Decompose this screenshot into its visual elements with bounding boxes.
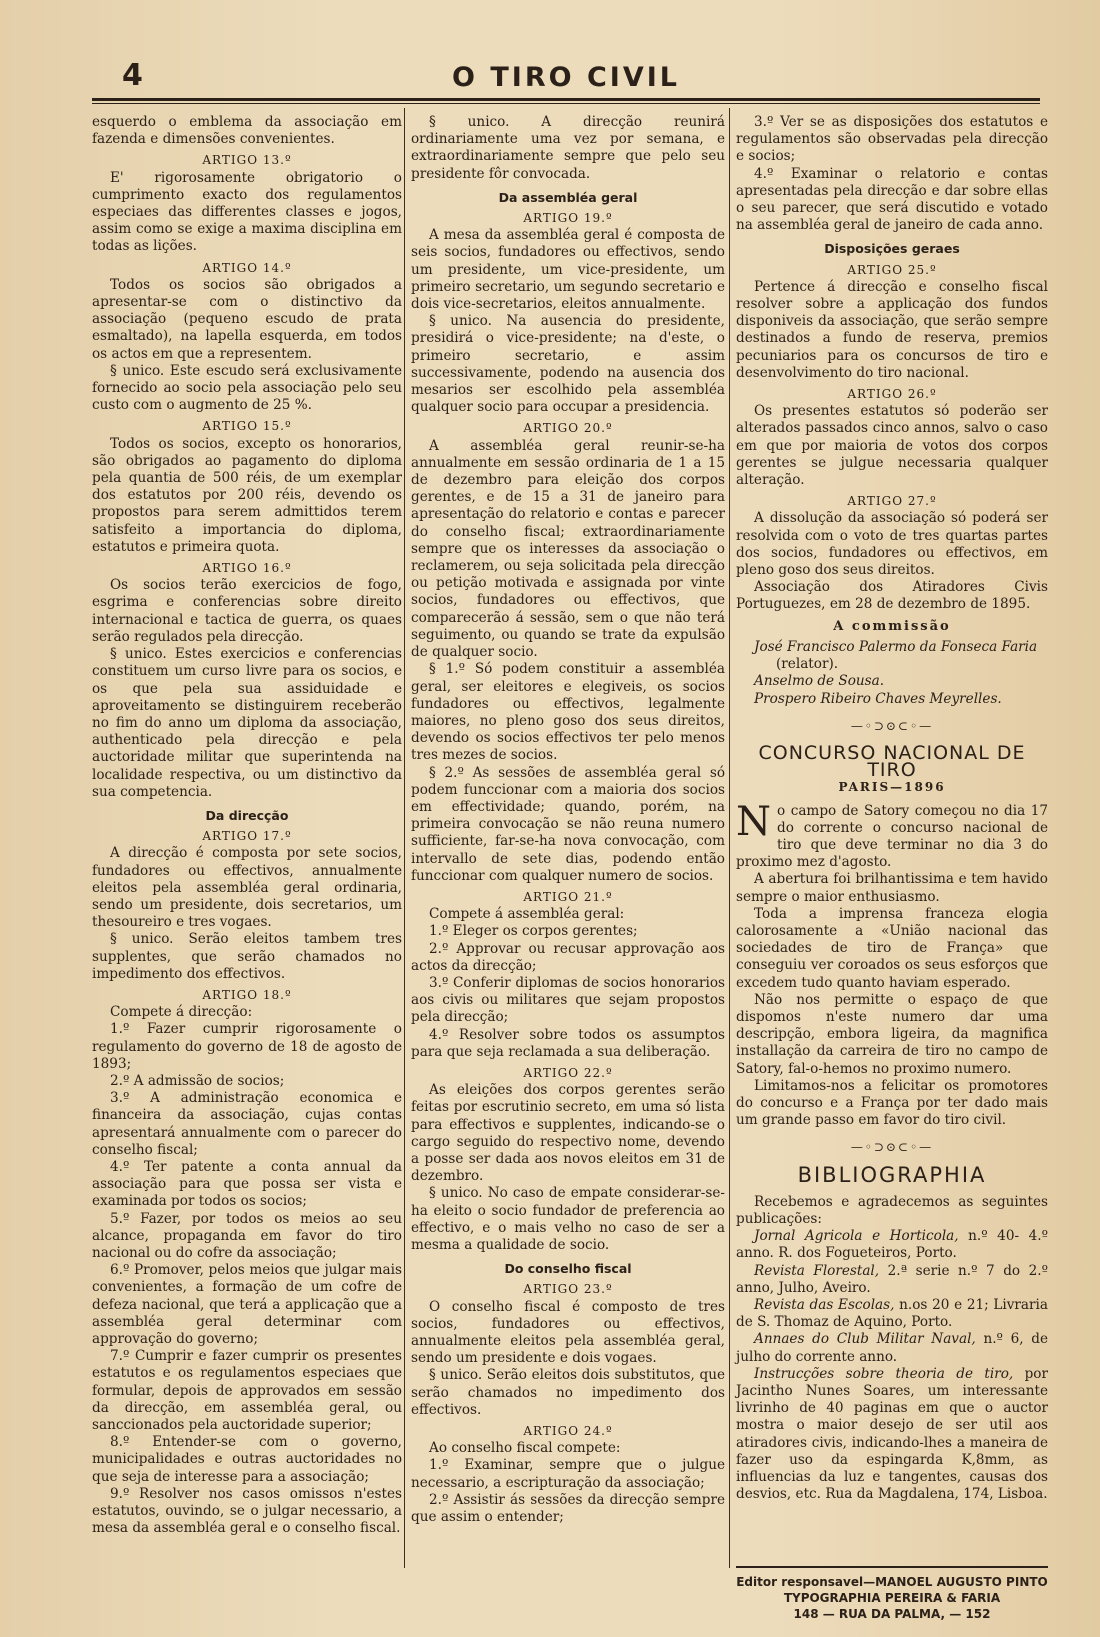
- article-heading: ARTIGO 14.º: [202, 260, 292, 275]
- publication-detail: n.º 6, de julho do corrente anno.: [736, 1331, 1048, 1365]
- imprint-address: 148 — RUA DA PALMA, — 152: [793, 1607, 991, 1621]
- publication-detail: n.º 40- 4.º anno. R. dos Fogueteiros, Porto.: [736, 1228, 1048, 1262]
- paragraph: § 1.º Só podem constituir a assembléa geral, ser eleitores e elegiveis, os socios fundadores ou effectivos, legalmente maiores, no pleno goso dos seus direitos, devendo os socios effectivos ter pelo menos tres mezes de socios.: [411, 661, 725, 764]
- article-subtitle: PARIS—1896: [838, 780, 946, 795]
- page-header: [92, 58, 1040, 92]
- article-heading: ARTIGO 22.º: [523, 1065, 613, 1080]
- paragraph: [736, 798, 1048, 872]
- list-item: 5.º Fazer, por todos os meios ao seu alcance, propaganda em favor do tiro nacional ou do cofre da associação;: [92, 1210, 402, 1261]
- paragraph: Todos os socios, excepto os honorarios, são obrigados ao pagamento do diploma pela quantia de 500 réis, de um exemplar dos estatutos por 200 réis, devendo os propostos para serem admittidos terem satisfeito a importancia do diploma, estatutos e primeira quota.: [92, 435, 402, 555]
- list-item: 9.º Resolver nos casos omissos n'estes estatutos, ouvindo, se o julgar necessario, a mesa da assembléa geral e o conselho fiscal.: [92, 1485, 402, 1537]
- signature-role: (relator).: [776, 656, 839, 673]
- column-1: [92, 114, 402, 1537]
- article-heading: ARTIGO 27.º: [847, 494, 937, 509]
- article-heading: ARTIGO 19.º: [523, 211, 613, 226]
- paragraph: Não nos permitte o espaço de que dispomos n'este numero dar uma descripção, embora ligeira, da magnifica installação da carreira de tiro no campo de Satory, fal-o-hemos no proximo numero.: [736, 991, 1048, 1077]
- list-item: 6.º Promover, pelos meios que julgar mais convenientes, a formação de um cofre de defeza nacional, que terá a applicação que a assembléa geral determinar com approvação do governo;: [92, 1262, 402, 1348]
- publication-title: Annaes do Club Militar Naval,: [754, 1331, 976, 1348]
- imprint-editor: Editor responsavel—MANOEL AUGUSTO PINTO: [736, 1575, 1048, 1589]
- paragraph: Os socios terão exercicios de fogo, esgrima e conferencias sobre direito internacional e tactica de guerra, os quaes serão regulados pela direcção.: [92, 577, 402, 645]
- paragraph: § unico. Este escudo será exclusivamente fornecido ao socio pela associação pelo seu custo com o augmento de 25 %.: [92, 362, 402, 414]
- list-item: 3.º A administração economica e financeira da associação, cujas contas apresentará annualmente com o parecer do conselho fiscal;: [92, 1090, 402, 1158]
- signature-line: Anselmo de Sousa.: [754, 673, 885, 690]
- imprint-footer: [736, 1566, 1048, 1622]
- article-heading: ARTIGO 20.º: [523, 421, 613, 436]
- publication-title: Revista Florestal,: [754, 1262, 880, 1279]
- paragraph: Os presentes estatutos só poderão ser alterados passados cinco annos, salvo o caso em que por maioria de votos dos corpos gerentes se julgue necessaria qualquer alteração.: [736, 403, 1048, 489]
- list-item: 8.º Entender-se com o governo, municipalidades e outras auctoridades no que seja de interesse para a associação;: [92, 1434, 402, 1485]
- bibliography-item: [736, 1297, 1048, 1331]
- imprint-printer: TYPOGRAPHIA PEREIRA & FARIA: [783, 1591, 1001, 1605]
- paragraph: § unico. Estes exercicios e conferencias constituem um curso livre para os socios, e os que pela sua assiduidade e aproveitamento se distinguirem receberão no fim do anno um diploma da associação, authenticado pela direcção e pela auctoridade militar que superintenda na localidade respectiva, ou um distinctivo da sua competencia.: [92, 646, 402, 800]
- ornament-divider: —◦⊃⊙⊂◦—: [850, 1140, 934, 1155]
- article-heading: ARTIGO 25.º: [847, 262, 937, 277]
- column-divider: [729, 108, 730, 1568]
- paragraph-text: o campo de Satory começou no dia 17 do corrente o concurso nacional de tiro que deve terminar no dia 3 do proximo mez d'agosto.: [736, 802, 1048, 871]
- article-heading: ARTIGO 24.º: [523, 1424, 613, 1439]
- paragraph: esquerdo o emblema da associação em fazenda e dimensões convenientes.: [92, 114, 402, 148]
- paragraph: A abertura foi brilhantissima e tem havido sempre o maior enthusiasmo.: [736, 871, 1048, 905]
- article-heading: ARTIGO 18.º: [202, 987, 292, 1002]
- article-heading: ARTIGO 16.º: [202, 561, 292, 576]
- paragraph: Toda a imprensa franceza elogia calorosamente a «União nacional das sociedades de tiro de França» que conseguiu ver coroados os seus esforços que excedem tudo quanto haviam esperado.: [736, 905, 1048, 991]
- list-item: 1.º Examinar, sempre que o julgue necessario, a escripturação da associação;: [411, 1457, 725, 1491]
- list-item: 2.º Approvar ou recusar approvação aos actos da direcção;: [411, 940, 725, 974]
- header-rule-thin: [92, 103, 1040, 104]
- article-heading: ARTIGO 17.º: [202, 829, 292, 844]
- paragraph: A direcção é composta por sete socios, fundadores ou effectivos, annualmente eleitos pela assembléa geral ordinaria, sendo um presidente, dois secretarios, um thesoureiro e tres vogaes.: [92, 845, 402, 931]
- section-heading: Do conselho fiscal: [504, 1261, 632, 1277]
- article-heading: ARTIGO 23.º: [523, 1282, 613, 1297]
- publication-title: Jornal Agricola e Horticola,: [754, 1228, 959, 1245]
- paragraph: Todos os socios são obrigados a apresentar-se com o distinctivo da associação (pequeno escudo de prata esmaltado), na lapella esquerda, em todos os actos em que a representem.: [92, 276, 402, 362]
- list-item: 2.º A admissão de socios;: [110, 1072, 285, 1089]
- commission-heading: A commissão: [833, 618, 951, 634]
- publication-title: Instrucções sobre theoria de tiro,: [754, 1365, 1014, 1382]
- section-heading: Da direcção: [205, 807, 289, 823]
- list-item: 2.º Assistir ás sessões da direcção sempre que assim o entender;: [411, 1491, 725, 1526]
- paragraph: Limitamos-nos a felicitar os promotores do concurso e a França por ter dado mais um grande passo em favor do tiro civil.: [736, 1077, 1048, 1129]
- list-item: 4.º Examinar o relatorio e contas apresentadas pela direcção e dar sobre ellas o seu parecer, que será discutido e votado na assembléa geral de janeiro de cada anno.: [736, 165, 1048, 234]
- bibliography-item: [736, 1331, 1048, 1365]
- header-rule: [92, 98, 1040, 101]
- paragraph: O conselho fiscal é composto de tres socios, fundadores ou effectivos, annualmente eleitos pela assembléa geral, sendo um presidente e dois vogaes.: [411, 1298, 725, 1367]
- list-item: 4.º Resolver sobre todos os assumptos para que seja reclamada a sua deliberação.: [411, 1026, 725, 1060]
- article-heading: ARTIGO 26.º: [847, 387, 937, 402]
- paragraph: As eleições dos corpos gerentes serão feitas por escrutinio secreto, em uma só lista para effectivos e supplentes, indicando-se o cargo seguido do respectivo nome, devendo a posse ser dada aos novos eleitos em 31 de dezembro.: [411, 1082, 725, 1185]
- page-number: 4: [122, 58, 143, 93]
- paragraph: Ao conselho fiscal compete:: [429, 1440, 621, 1457]
- bibliography-item: [736, 1228, 1048, 1262]
- ornament-divider: —◦⊃⊙⊂◦—: [850, 718, 934, 733]
- list-item: 1.º Eleger os corpos gerentes;: [429, 923, 638, 940]
- article-heading: ARTIGO 13.º: [202, 153, 292, 168]
- signature-line: José Francisco Palermo da Fonseca Faria: [754, 638, 1038, 655]
- list-item: 3.º Ver se as disposições dos estatutos e regulamentos são observadas pela direcção e socios;: [736, 114, 1048, 165]
- publication-detail: 2.ª serie n.º 7 do 2.º anno, Julho, Aveiro.: [736, 1262, 1048, 1296]
- list-item: 3.º Conferir diplomas de socios honorarios aos civis ou militares que sejam propostos pela direcção;: [411, 974, 725, 1026]
- paragraph: § unico. Na ausencia do presidente, presidirá o vice-presidente; na d'este, o primeiro secretario, e assim successivamente, podendo na ausencia dos mesarios ser escolhido pela assembléa qualquer socio para occupar a presidencia.: [411, 313, 725, 416]
- paragraph: Associação dos Atiradores Civis Portuguezes, em 28 de dezembro de 1895.: [736, 579, 1048, 613]
- paragraph: § 2.º As sessões de assembléa geral só podem funccionar com a maioria dos socios em effectividade; quando, porém, na primeira convocação se não reuna numero sufficiente, far-se-ha nova convocação, com intervallo de sete dias, podendo então funccionar com qualquer numero de socios.: [411, 764, 725, 884]
- paragraph: § unico. Serão eleitos tambem tres supplentes, que serão chamados no impedimento dos effectivos.: [92, 931, 402, 982]
- column-3: [736, 114, 1048, 1503]
- publication-title: Revista das Escolas,: [754, 1297, 895, 1313]
- column-divider: [404, 108, 405, 1568]
- list-item: 1.º Fazer cumprir rigorosamente o regulamento do governo de 18 de agosto de 1893;: [92, 1021, 402, 1072]
- paragraph: § unico. A direcção reunirá ordinariamente uma vez por semana, e extraordinariamente sempre que pelo seu presidente fôr convocada.: [411, 114, 725, 182]
- paragraph: A mesa da assembléa geral é composta de seis socios, fundadores ou effectivos, sendo um presidente, um vice-presidente, um primeiro secretario, um segundo secretario e dois vice-secretarios, eleitos annualmente.: [411, 227, 725, 313]
- paragraph: Pertence á direcção e conselho fiscal resolver sobre a applicação dos fundos disponiveis da associação, que serão sempre destinados a fundo de reserva, premios pecuniarios para os concursos de tiro e desenvolvimento do tiro nacional.: [736, 278, 1048, 381]
- article-heading: ARTIGO 15.º: [202, 419, 292, 434]
- publication-detail: por Jacintho Nunes Soares, um interessante livrinho de 40 paginas em que o auctor mostra o maior desejo de ser util aos atiradores civis, indicando-lhes a maneira de fazer uso da espingarda K,8mm, as influencias da luz e tangentes, causas dos desvios, etc. Rua da Magdalena, 174, Lisboa.: [736, 1365, 1048, 1503]
- paragraph: Compete á direcção:: [110, 1004, 253, 1021]
- article-heading: ARTIGO 21.º: [523, 889, 613, 904]
- section-heading: Disposições geraes: [824, 241, 960, 257]
- publication-detail: n.os 20 e 21; Livraria de S. Thomaz de Aquino, Porto.: [736, 1297, 1048, 1331]
- paragraph: Recebemos e agradecemos as seguintes publicações:: [736, 1193, 1048, 1227]
- paragraph: § unico. No caso de empate considerar-se-ha eleito o socio fundador de preferencia ao effectivo, e o mais velho no caso de ser a mesma a qualidade de socio.: [411, 1185, 725, 1253]
- list-item: 4.º Ter patente a conta annual da associação para que possa ser vista e examinada por todos os socios;: [92, 1158, 402, 1210]
- bibliography-title: BIBLIOGRAPHIA: [797, 1162, 987, 1187]
- paragraph: A dissolução da associação só poderá ser resolvida com o voto de tres quartas partes dos socios, fundadores ou effectivos, em pleno goso dos seus direitos.: [736, 510, 1048, 579]
- paragraph: A assembléa geral reunir-se-ha annualmente em sessão ordinaria de 1 a 15 de dezembro para eleição dos corpos gerentes, e de 15 a 31 de janeiro para apresentação do relatorio e contas e parecer do conselho fiscal; extraordinariamente sempre que os interesses da associação o reclamerem, ou seja solicitada pela direcção ou petição motivada e assignada por vinte socios, fundadores ou effectivos, que comparecerão á sessão, sem o que não terá seguimento, ou quando se trate da expulsão de qualquer socio.: [411, 437, 725, 661]
- bibliography-item: [736, 1366, 1048, 1504]
- section-heading: Da assembléa geral: [498, 189, 638, 205]
- paragraph: Compete á assembléa geral:: [429, 906, 625, 923]
- column-2: [411, 114, 725, 1526]
- list-item: 7.º Cumprir e fazer cumprir os presentes estatutos e os regulamentos especiaes que formular, depois de approvados em sessão da direcção, em assembléa geral, ou sanccionados pela auctoridade superior;: [92, 1348, 402, 1434]
- paragraph: § unico. Serão eleitos dois substitutos, que serão chamados no impedimento dos effectivos.: [411, 1367, 725, 1418]
- article-title: CONCURSO NACIONAL DE TIRO: [758, 741, 1026, 782]
- signature-line: Prospero Ribeiro Chaves Meyrelles.: [754, 690, 1002, 707]
- paragraph: E' rigorosamente obrigatorio o cumprimento exacto dos regulamentos especiaes das differentes classes e jogos, assim como se exige a maxima disciplina em todas as lições.: [92, 169, 402, 255]
- drop-cap: N: [736, 798, 771, 845]
- bibliography-item: [736, 1263, 1048, 1297]
- masthead-title: O TIRO CIVIL: [452, 62, 680, 93]
